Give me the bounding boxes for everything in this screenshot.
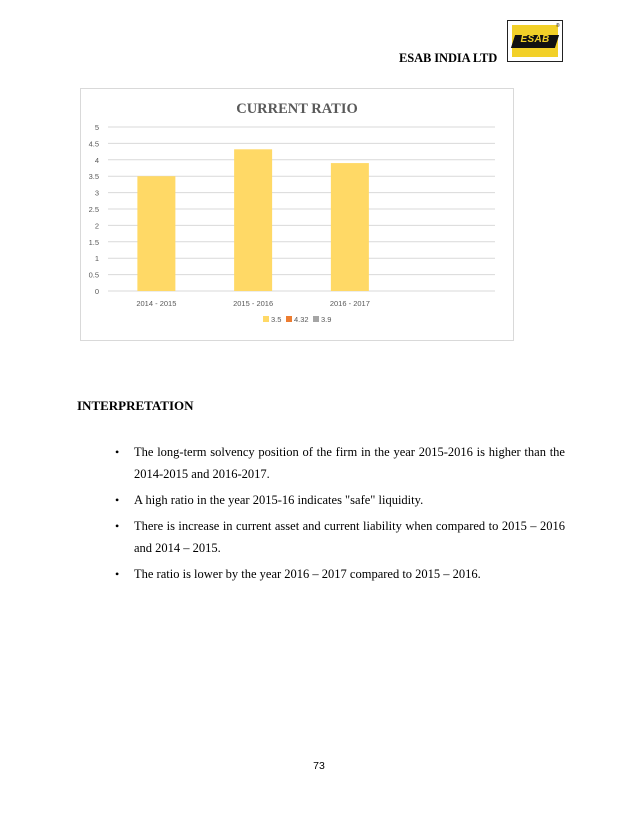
x-tick-label: 2014 - 2015 bbox=[136, 299, 177, 308]
logo-registered-mark: ® bbox=[556, 23, 560, 29]
interpretation-list bbox=[115, 441, 565, 589]
bar bbox=[331, 163, 369, 291]
legend-swatch bbox=[263, 316, 269, 322]
list-item bbox=[115, 515, 565, 559]
y-tick-label: 0 bbox=[94, 287, 99, 296]
bar bbox=[234, 149, 272, 291]
bullet-text: The ratio is lower by the year 2016 – 2017 compared to 2015 – 2016. bbox=[134, 567, 481, 581]
current-ratio-chart bbox=[80, 88, 514, 341]
bullet-icon: • bbox=[115, 567, 120, 581]
list-item bbox=[115, 489, 565, 511]
page-number: 73 bbox=[313, 760, 325, 772]
y-tick-label: 2.5 bbox=[88, 205, 99, 214]
interpretation-heading: INTERPRETATION bbox=[77, 398, 194, 413]
logo-text: ESAB bbox=[520, 34, 550, 45]
list-item bbox=[115, 563, 565, 585]
logo-background bbox=[512, 25, 558, 57]
y-tick-label: 1.5 bbox=[88, 237, 99, 247]
bullet-text: There is increase in current asset and current liability when compared to 2015 – 2016 and 2014 – 2015. bbox=[134, 519, 565, 555]
y-tick-label: 3.5 bbox=[88, 172, 99, 182]
bullet-text: The long-term solvency position of the firm in the year 2015-2016 is higher than the 2014-2015 and 2016-2017. bbox=[134, 445, 565, 481]
esab-logo bbox=[507, 20, 563, 62]
bar bbox=[137, 176, 175, 291]
legend-label: 3.5 bbox=[271, 315, 282, 324]
chart-svg bbox=[81, 89, 513, 340]
y-tick-label: 4 bbox=[94, 155, 99, 165]
y-tick-label: 0.5 bbox=[88, 270, 99, 280]
bullet-text: A high ratio in the year 2015-16 indicates "safe" liquidity. bbox=[134, 493, 424, 507]
bullet-icon: • bbox=[115, 445, 120, 459]
legend-label: 4.32 bbox=[294, 315, 309, 324]
x-tick-label: 2016 - 2017 bbox=[329, 299, 370, 308]
x-tick-label: 2015 - 2016 bbox=[233, 299, 274, 308]
y-tick-label: 3 bbox=[94, 188, 99, 198]
header-company-name: ESAB INDIA LTD bbox=[399, 51, 498, 65]
list-item bbox=[115, 441, 565, 485]
bullet-icon: • bbox=[115, 493, 120, 507]
y-tick-label: 1 bbox=[94, 254, 99, 264]
y-tick-label: 2 bbox=[94, 221, 99, 231]
legend-label: 3.9 bbox=[321, 315, 332, 324]
legend-swatch bbox=[313, 316, 319, 322]
bullet-icon: • bbox=[115, 519, 120, 533]
y-tick-label: 5 bbox=[94, 123, 99, 132]
legend-swatch bbox=[286, 316, 292, 322]
y-tick-label: 4.5 bbox=[88, 139, 99, 149]
chart-title: CURRENT RATIO bbox=[236, 101, 358, 117]
